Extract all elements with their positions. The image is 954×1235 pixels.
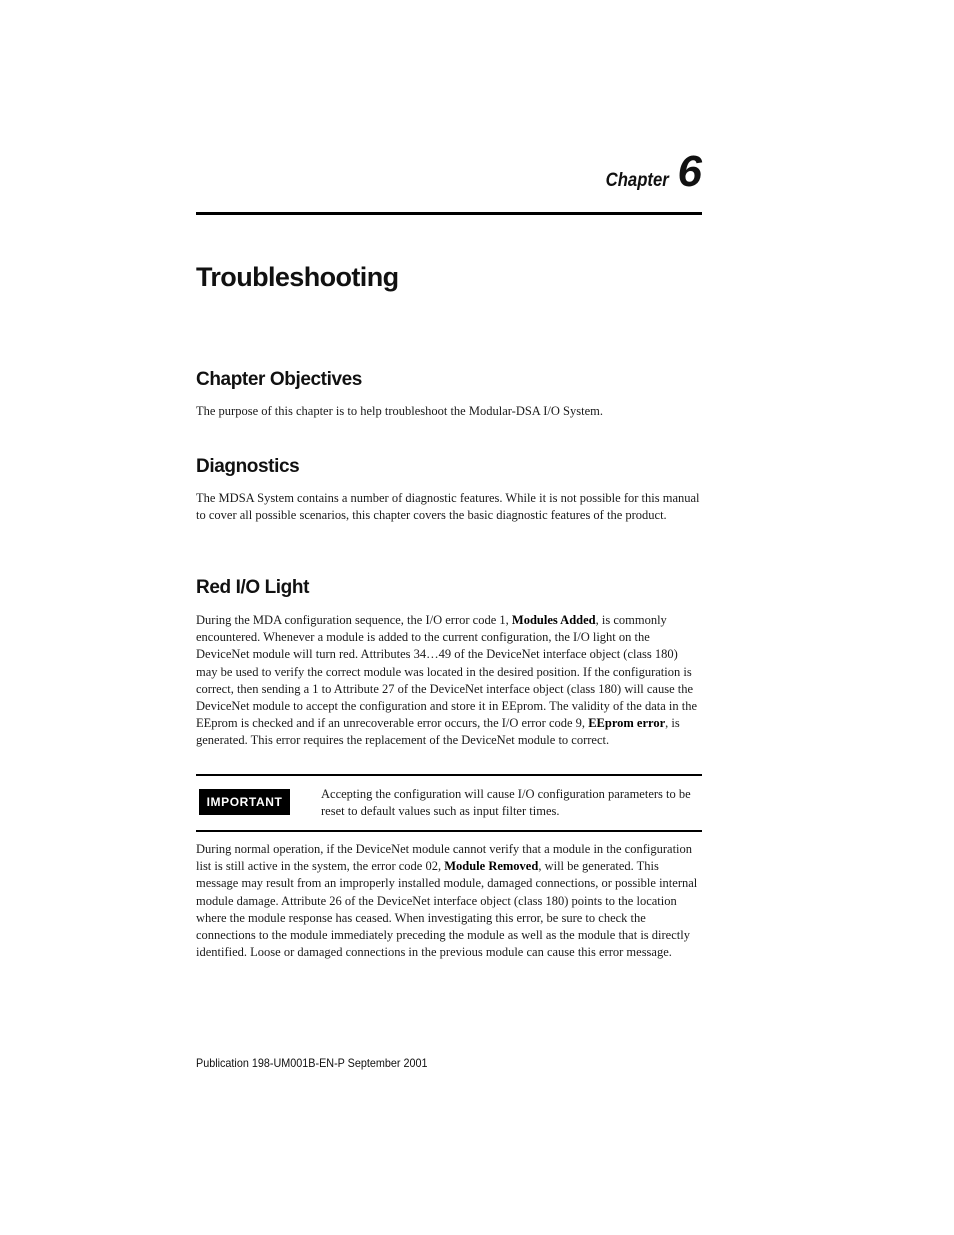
important-badge: IMPORTANT: [199, 789, 290, 815]
red-io-paragraph-2: [196, 841, 702, 961]
red-io-p1-part-c: , is commonly encountered. Whenever a module is added to the current configuration, the I/O light on the DeviceNet module will turn red. Attributes 34…49 of the DeviceNet interface object (class 180) may be used to verify the correct module was located in the desired position. If the configuration is correct, then sending a 1 to Attribute 27 of the DeviceNet interface object (class 180) will cause the DeviceNet module to accept the configuration and store it in EEprom. The validity of the data in the EEprom is checked and if an unrecoverable error occurs, the I/O error code 9,: [196, 613, 698, 731]
red-io-p1-modules-added: Modules Added: [511, 613, 596, 627]
red-io-p1-part-a: During the MDA configuration sequence, the I/O error code 1,: [196, 613, 512, 627]
heading-red-io-light: Red I/O Light: [196, 577, 310, 598]
important-rule-top: [196, 774, 702, 776]
page-title: Troubleshooting: [196, 262, 399, 292]
heading-diagnostics: Diagnostics: [196, 456, 300, 477]
important-text: Accepting the configuration will cause I/O configuration parameters to be reset to default values such as input filter times.: [321, 787, 691, 819]
heading-chapter-objectives: Chapter Objectives: [196, 369, 362, 390]
red-io-paragraph-1: [196, 612, 702, 750]
red-io-p1-part-e: , is generated. This error requires the replacement of the DeviceNet module to correct.: [196, 716, 680, 748]
diagnostics-text: The MDSA System contains a number of diagnostic features. While it is not possible for this manual to cover all possible scenarios, this chapter covers the basic diagnostic features of the product.: [196, 491, 700, 523]
red-io-p1-eeprom-error: EEprom error: [588, 716, 666, 731]
red-io-p2-part-a: During normal operation, if the DeviceNet module cannot verify that a module in the configuration list is still active in the system, the error code 02,: [196, 842, 693, 874]
important-rule-bottom: [196, 830, 702, 832]
red-io-p2-part-c: , will be generated. This message may result from an improperly installed module, damaged connections, or possible internal module damage. Attribute 26 of the DeviceNet interface object (class 180) points to the location where the module response has ceased. When investigating this error, be sure to check the connections to the module immediately preceding the module as well as the module that is directly identified. Loose or damaged connections in the previous module can cause this error message.: [196, 859, 698, 960]
red-io-p2-module-removed: Module Removed: [444, 859, 539, 874]
chapter-heading: [196, 147, 702, 196]
chapter-rule: [196, 212, 702, 215]
chapter-label: Chapter: [605, 170, 670, 191]
chapter-number: 6: [677, 147, 702, 196]
publication-footer: Publication 198-UM001B-EN-P September 2001: [196, 1056, 428, 1070]
objectives-text: The purpose of this chapter is to help troubleshoot the Modular-DSA I/O System.: [196, 404, 603, 418]
